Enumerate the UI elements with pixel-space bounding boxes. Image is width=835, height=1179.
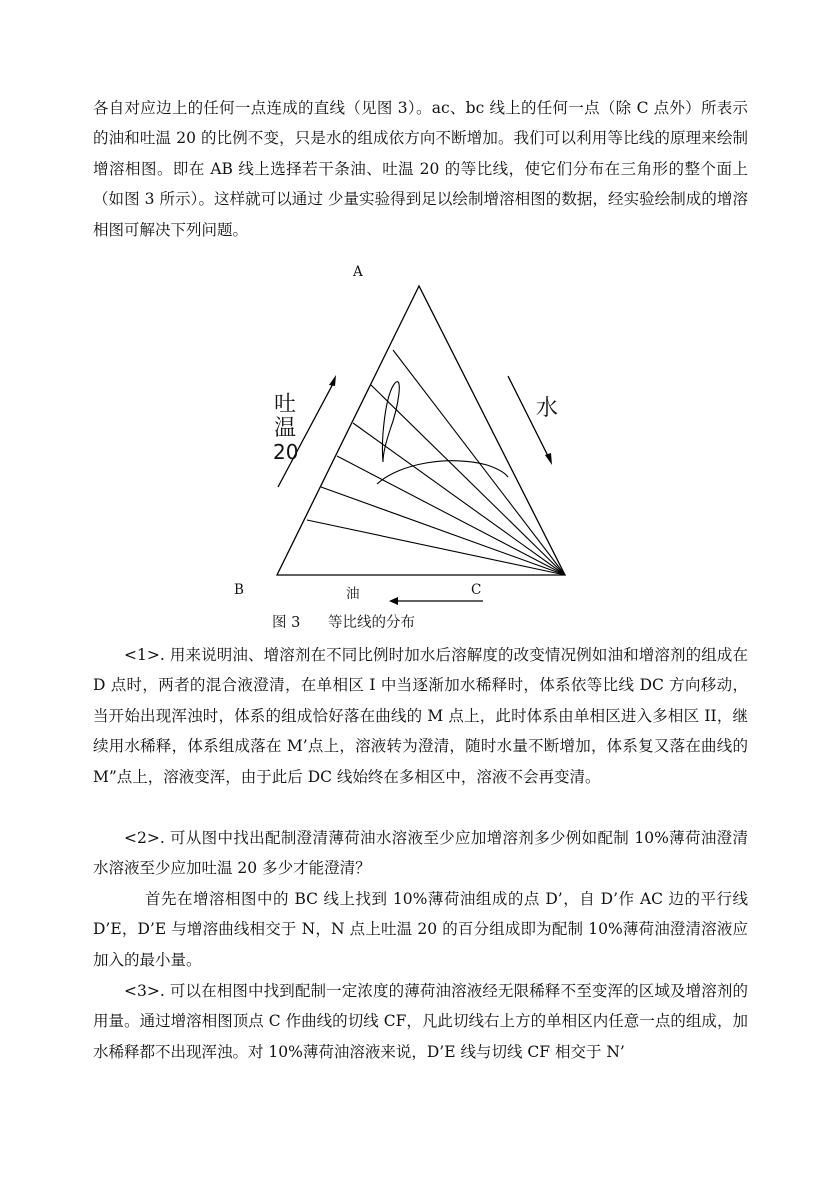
oil-arrow-head bbox=[389, 597, 398, 605]
iso-ratio-line bbox=[337, 456, 565, 575]
ternary-figure bbox=[225, 255, 615, 635]
tween-label-1: 吐 bbox=[273, 392, 296, 417]
vertex-b-label: B bbox=[234, 582, 244, 598]
figure-caption: 图 3 等比线的分布 bbox=[272, 615, 415, 631]
ternary-triangle bbox=[277, 286, 565, 575]
tween-arrow-head bbox=[329, 375, 336, 386]
paragraph-intro: 各自对应边上的任何一点连成的直线（见图 3）。ac、bc 线上的任何一点（除 C 点外）所表示的油和吐温 20 的比例不变，只是水的组成依方向不断增加。我们可以利用等比线的原理来绘制增溶相图。即在 AB 线上选择若干条油、吐温 20 的等比线，使它们分布在三角形的整个面上（如图 3 所示）。这样就可以通过 少量实验得到足以绘制增溶相图的数据，经实验绘制成的增溶相图可解决下列问题。 bbox=[93, 99, 748, 239]
iso-ratio-line bbox=[393, 350, 565, 575]
paragraph-point-3: <3>. 可以在相图中找到配制一定浓度的薄荷油溶液经无限稀释不至变浑的区域及增溶剂的用量。通过增溶相图顶点 C 作曲线的切线 CF，凡此切线右上方的单相区内任意一点的组成，加水稀释都不出现浑浊。对 10%薄荷油溶液来说，D’E 线与切线 CF 相交于 N’ bbox=[93, 982, 748, 1061]
water-arrow-head bbox=[545, 453, 552, 465]
paragraph-point-2: <2>. 可从图中找出配制澄清薄荷油水溶液至少应加增溶剂多少例如配制 10%薄荷油澄清水溶液至少应加吐温 20 多少才能澄清？ bbox=[93, 829, 748, 878]
iso-ratio-lines bbox=[307, 350, 565, 575]
water-label: 水 bbox=[535, 396, 558, 421]
vertex-c-label: C bbox=[471, 582, 482, 598]
oil-label: 油 bbox=[346, 586, 360, 602]
solubility-curve-lower bbox=[377, 461, 508, 484]
vertex-a-label: A bbox=[353, 264, 363, 280]
paragraph-point-1: <1>. 用来说明油、增溶剂在不同比例时加水后溶解度的改变情况例如油和增溶剂的组成在 D 点时，两者的混合液澄清，在单相区 I 中当逐渐加水稀释时，体系依等比线 DC 方向移动，当开始出现浑浊时，体系的组成恰好落在曲线的 M 点上，此时体系由单相区进入多相区 II，继续用水稀释，体系组成落在 M’点上，溶液转为澄清，随时水量不断增加，体系复又落在曲线的 M”点上，溶液变浑，由于此后 DC 线始终在多相区中，溶液不会再变清。 bbox=[93, 646, 748, 786]
tween-label-2: 温 bbox=[273, 416, 296, 441]
paragraph-point-2-detail: 首先在增溶相图中的 BC 线上找到 10%薄荷油组成的点 D’，自 D’作 AC 边的平行线 D’E，D’E 与增溶曲线相交于 N，N 点上吐温 20 的百分组成即为配制 10%薄荷油澄清溶液应加入的最小量。 bbox=[93, 890, 748, 969]
tween-label-3: 20 bbox=[273, 440, 299, 464]
